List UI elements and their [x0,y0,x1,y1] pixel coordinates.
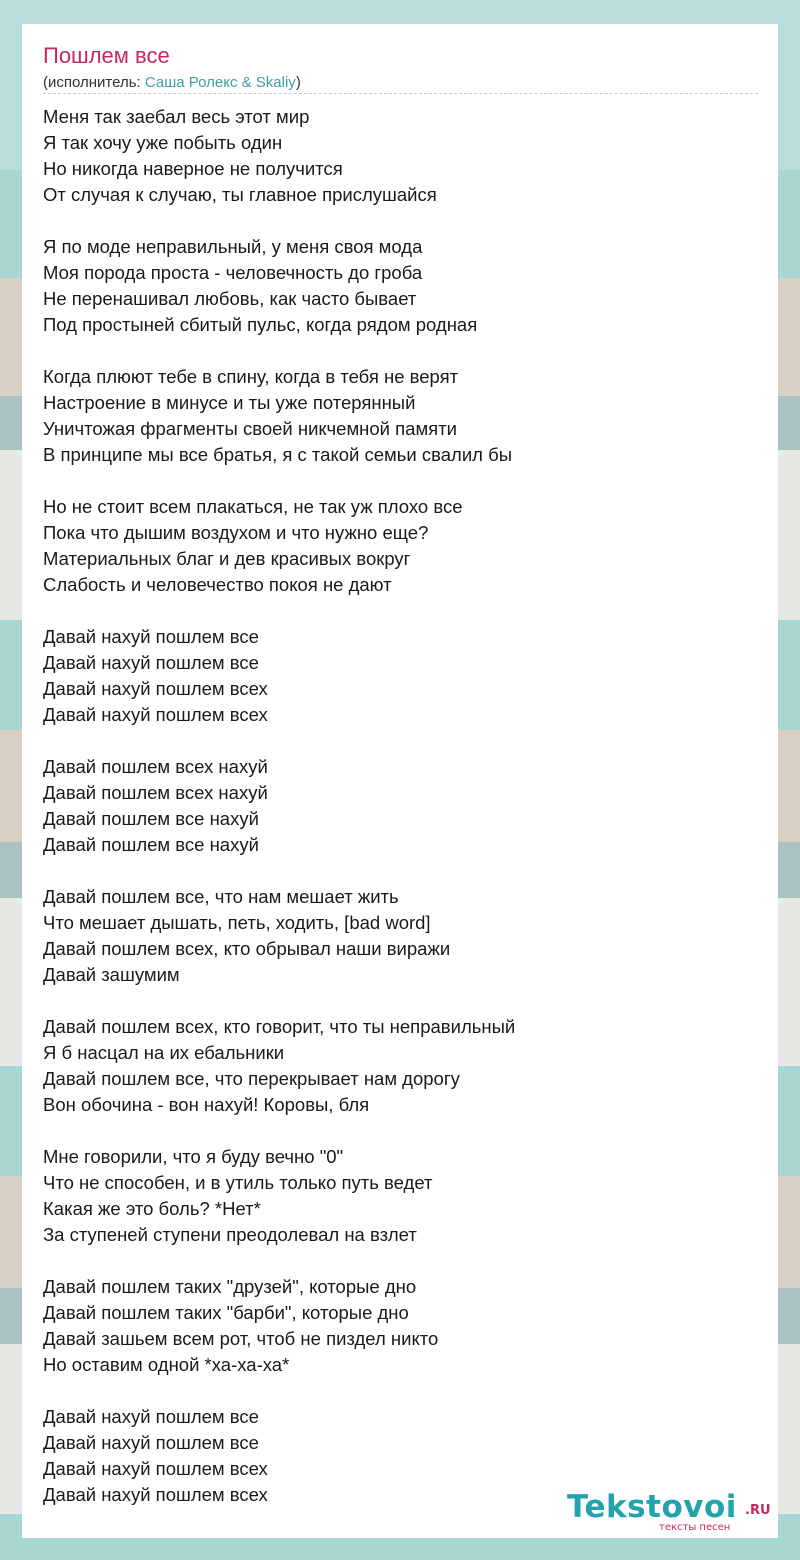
site-logo[interactable] [567,1489,777,1535]
lyrics-stanza [43,1274,763,1378]
lyrics-line: Давай зашумим [43,964,180,985]
lyrics-line: Давай нахуй пошлем всех [43,1484,268,1505]
lyrics-line: Меня так заебал весь этот мир [43,106,310,127]
lyrics-stanza [43,1144,763,1248]
lyrics-stanza [43,1014,763,1118]
lyrics-line: Настроение в минусе и ты уже потерянный [43,392,416,413]
lyrics-card [22,24,778,1538]
lyrics-line: Давай нахуй пошлем всех [43,1458,268,1479]
lyrics-line: Давай нахуй пошлем всех [43,678,268,699]
logo-tld: .RU [745,1503,771,1518]
lyrics-line: Давай нахуй пошлем все [43,652,259,673]
lyrics-line: Давай пошлем таких "барби", которые дно [43,1302,409,1323]
lyrics-line: Давай нахуй пошлем все [43,1406,259,1427]
lyrics-line: Я так хочу уже побыть один [43,132,283,153]
lyrics-line: Давай пошлем все нахуй [43,808,259,829]
lyrics-line: Но никогда наверное не получится [43,158,343,179]
lyrics-line: Давай нахуй пошлем все [43,1432,259,1453]
lyrics-stanza [43,234,763,338]
lyrics-line: Моя порода проста - человечность до гроба [43,262,423,283]
lyrics-line: Давай пошлем всех, кто говорит, что ты неправильный [43,1016,516,1037]
lyrics-line: Давай зашьем всем рот, чтоб не пиздел никто [43,1328,439,1349]
lyrics-line: Давай пошлем всех нахуй [43,756,268,777]
lyrics-stanza [43,754,763,858]
lyrics-line: Давай пошлем всех, кто обрывал наши виражи [43,938,451,959]
lyrics-line: Что не способен, и в утиль только путь ведет [43,1172,433,1193]
lyrics-line: Уничтожая фрагменты своей никчемной памяти [43,418,458,439]
lyrics-line: Что мешает дышать, петь, ходить, [bad word] [43,912,431,933]
artist-line [43,74,301,92]
lyrics-line: Не перенашивал любовь, как часто бывает [43,288,417,309]
lyrics-line: Давай пошлем все нахуй [43,834,259,855]
artist-suffix: ) [295,74,301,91]
lyrics-stanza [43,494,763,598]
lyrics-line: Слабость и человечество покоя не дают [43,574,392,595]
lyrics-stanza [43,364,763,468]
lyrics-line: Давай пошлем всех нахуй [43,782,268,803]
lyrics-line: От случая к случаю, ты главное прислушайся [43,184,437,205]
lyrics-line: Я б насцал на их ебальники [43,1042,285,1063]
logo-name: Tekstovoi [567,1489,737,1525]
lyrics-line: Мне говорили, что я буду вечно "0" [43,1146,344,1167]
lyrics-line: Давай пошлем все, что нам мешает жить [43,886,399,907]
song-title: Пошлем все [43,43,170,68]
lyrics-stanza [43,624,763,728]
lyrics-line: Какая же это боль? *Нет* [43,1198,261,1219]
lyrics-line: Вон обочина - вон нахуй! Коровы, бля [43,1094,370,1115]
lyrics-line: Давай пошлем таких "друзей", которые дно [43,1276,417,1297]
lyrics-stanza [43,884,763,988]
lyrics-line: Под простыней сбитый пульс, когда рядом родная [43,314,478,335]
lyrics-line: Материальных благ и дев красивых вокруг [43,548,411,569]
lyrics-line: Я по моде неправильный, у меня своя мода [43,236,423,257]
lyrics-line: Когда плюют тебе в спину, когда в тебя не верят [43,366,459,387]
artist-link[interactable]: Саша Ролекс & Skaliy [144,74,296,91]
lyrics-text [43,104,763,1534]
lyrics-line: Давай пошлем все, что перекрывает нам дорогу [43,1068,460,1089]
lyrics-line: Но оставим одной *ха-ха-ха* [43,1354,290,1375]
lyrics-line: Но не стоит всем плакаться, не так уж плохо все [43,496,463,517]
lyrics-stanza [43,104,763,208]
lyrics-line: Давай нахуй пошлем всех [43,704,268,725]
lyrics-line: Давай нахуй пошлем все [43,626,259,647]
title-divider [43,93,758,94]
artist-prefix: (исполнитель: [43,74,145,91]
lyrics-line: Пока что дышим воздухом и что нужно еще? [43,522,429,543]
logo-tagline: тексты песен [659,1522,731,1533]
lyrics-line: За ступеней ступени преодолевал на взлет [43,1224,417,1245]
lyrics-line: В принципе мы все братья, я с такой семьи свалил бы [43,444,512,465]
